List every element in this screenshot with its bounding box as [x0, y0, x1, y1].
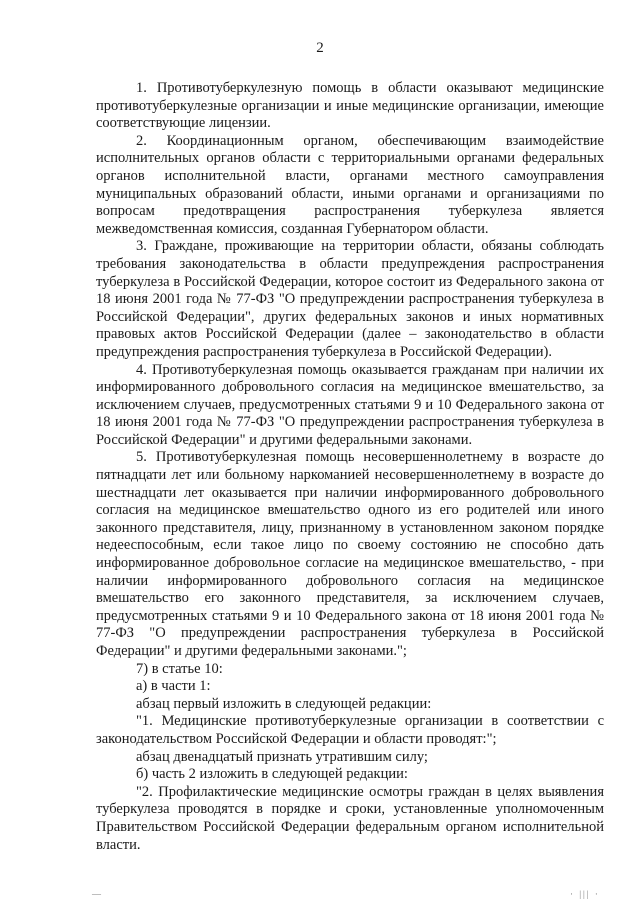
paragraph-quote-2: "2. Профилактические медицинские осмотры граждан в целях выявления туберкулеза проводятся в порядке и сроки, установленные уполномоченным Правительством Российской Федерации федеральным органом исполнительной власти.: [96, 783, 604, 853]
paragraph-quote-1: "1. Медицинские противотуберкулезные организации в соответствии с законодательством Российской Федерации и области проводят:";: [96, 713, 604, 747]
paragraph-part-2: б) часть 2 изложить в следующей редакции:: [136, 766, 408, 783]
page-number: 2: [316, 40, 324, 56]
paragraph-3: 3. Граждане, проживающие на территории области, обязаны соблюдать требования законодательства в области предупреждения распространения туберкулеза в Российской Федерации, которое состоит из Федерального закона от 18 июня 2001 года № 77-ФЗ "О предупреждении распространения туберкулеза в Российской Федерации", других федеральных законов и иных нормативных правовых актов Российской Федерации (далее – законодательство в области предупреждения распространения туберкулеза в Российской Федерации).: [96, 238, 604, 360]
paragraph-first-abzac: абзац первый изложить в следующей редакции:: [136, 695, 432, 712]
paragraph-4: 4. Противотуберкулезная помощь оказывается гражданам при наличии их информированного добровольного согласия на медицинское вмешательство, за исключением случаев, предусмотренных статьями 9 и 10 Федерального закона от 18 июня 2001 года № 77-ФЗ "О предупреждении распространения туберкулеза в Российской Федерации" и другими федеральными законами.: [96, 361, 604, 448]
paragraph-article-10: 7) в статье 10:: [136, 660, 223, 677]
document-body: [96, 80, 604, 854]
paragraph-2: 2. Координационным органом, обеспечивающим взаимодействие исполнительных органов области с территориальными органами федеральных органов исполнительной власти, органами местного самоуправления муниципальных образований области, иными органами и организациями по вопросам предотвращения распространения туберкулеза является межведомственная комиссия, созданная Губернатором области.: [96, 132, 604, 237]
footer-scan-mark-right: · ||| ·: [570, 889, 600, 899]
footer-scan-mark-left: —: [92, 889, 101, 899]
paragraph-1: 1. Противотуберкулезную помощь в области оказывают медицинские противотуберкулезные организации и иные медицинские организации, имеющие соответствующие лицензии.: [96, 80, 604, 132]
paragraph-5: 5. Противотуберкулезная помощь несовершеннолетнему в возрасте до пятнадцати лет или больному наркоманией несовершеннолетнему в возрасте до шестнадцати лет оказывается при наличии информированного добровольного согласия на медицинское вмешательство одного из его родителей или иного законного представителя, лицу, признанному в установленном законом порядке недееспособным, если такое лицо по своему состоянию не способно дать информированное добровольное согласие на медицинское вмешательство, - при наличии информированного добровольного согласия на медицинское вмешательство его законного представителя, за исключением случаев, предусмотренных статьями 9 и 10 Федерального закона от 18 июня 2001 года № 77-ФЗ "О предупреждении распространения туберкулеза в Российской Федерации" и другими федеральными законами.";: [96, 449, 604, 659]
paragraph-twelfth-abzac: абзац двенадцатый признать утратившим силу;: [136, 748, 428, 765]
paragraph-part-1: а) в части 1:: [136, 678, 211, 695]
